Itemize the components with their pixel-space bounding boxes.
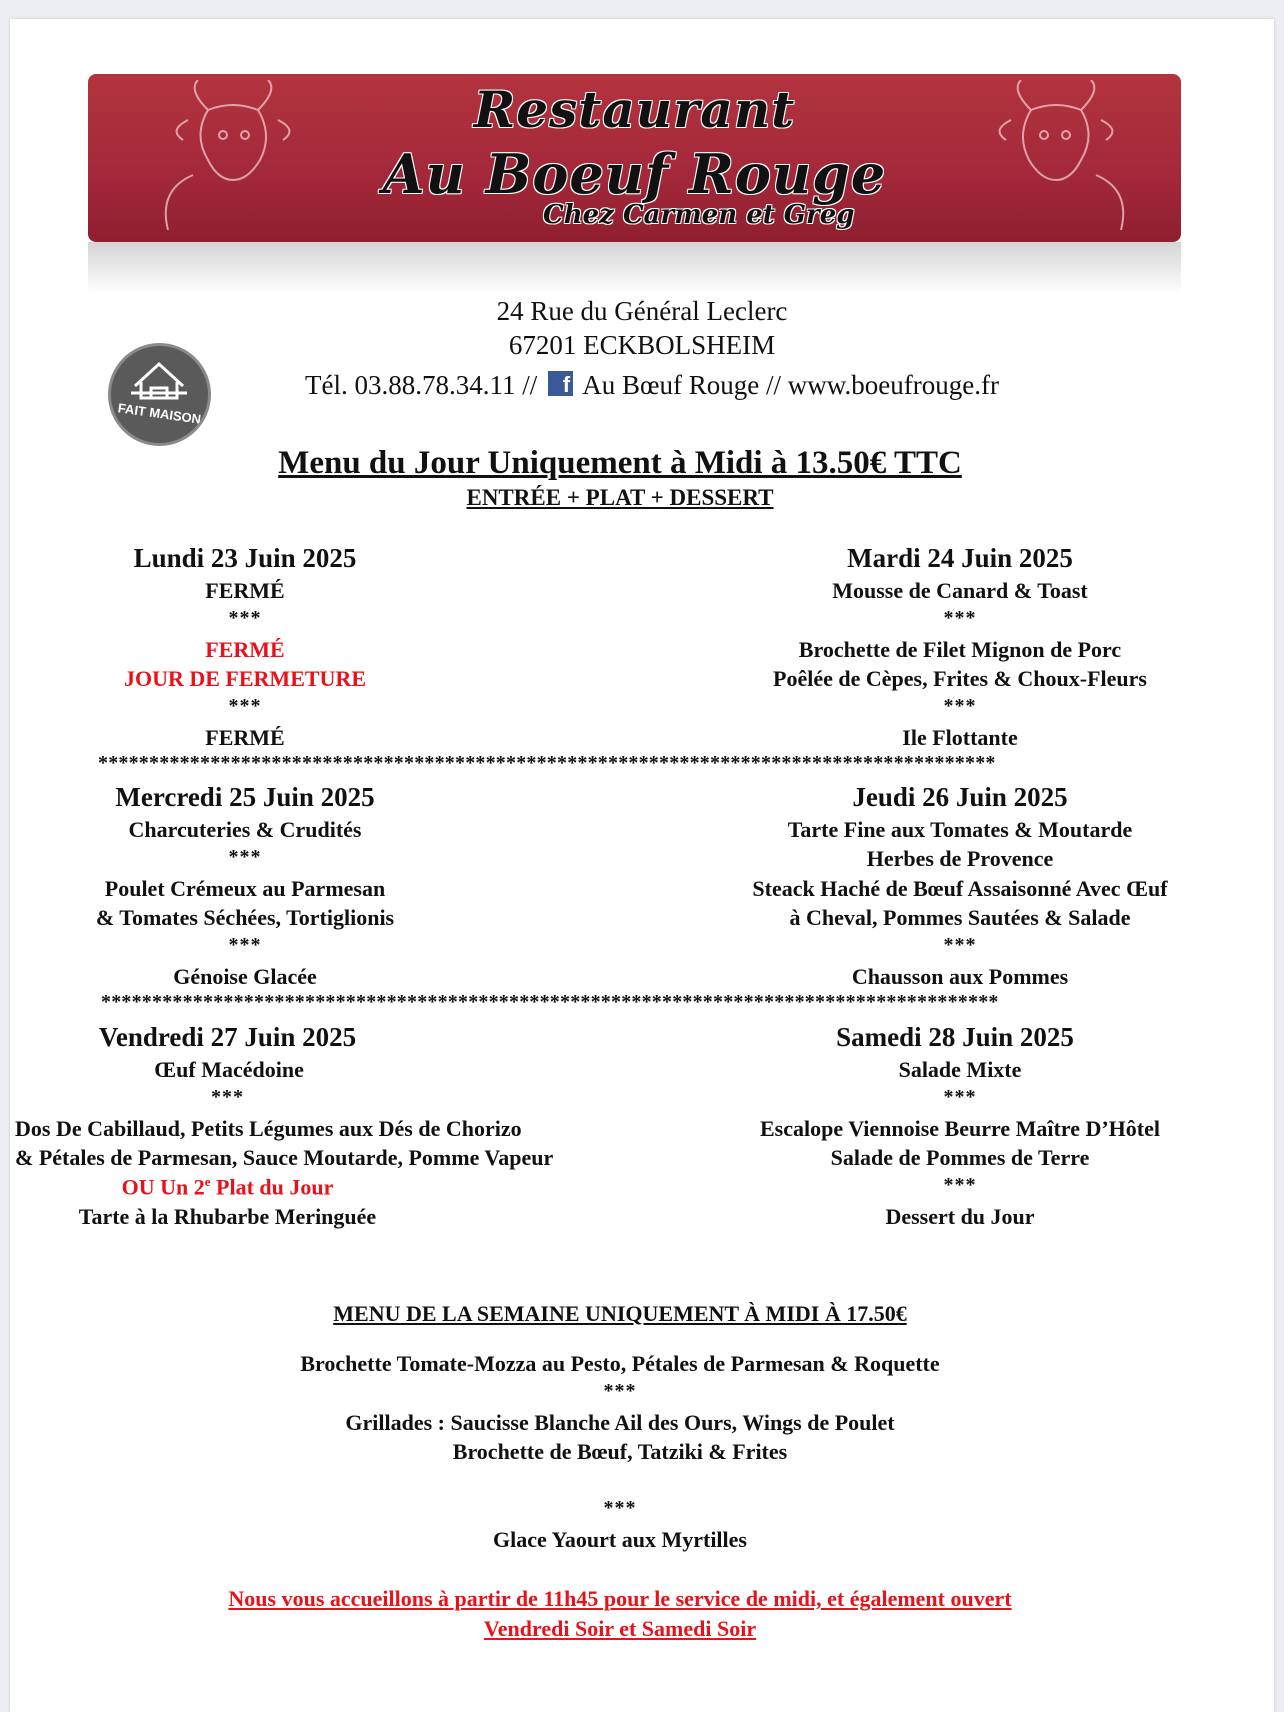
jeudi-entree-note: Herbes de Provence [866, 846, 1054, 871]
separator-stars: *** [211, 1086, 244, 1108]
separator-stars: *** [228, 934, 262, 956]
separator-stars: *** [943, 695, 977, 717]
jeudi-entree: Tarte Fine aux Tomates & Moutarde [787, 817, 1133, 842]
mardi-plat: Brochette de Filet Mignon de Porc [798, 637, 1122, 662]
mercredi-plat: Poulet Crémeux au Parmesan [104, 876, 386, 901]
jeudi-plat-side: à Cheval, Pommes Sautées & Salade [789, 905, 1131, 930]
separator-stars: *** [603, 1380, 637, 1402]
mercredi-plat-side: & Tomates Séchées, Tortiglionis [95, 905, 395, 930]
separator-stars: *** [943, 934, 977, 956]
separator-stars: *** [603, 1497, 637, 1519]
menu-du-jour-subtitle: ENTRÉE + PLAT + DESSERT [466, 485, 774, 510]
separator-stars: *** [228, 846, 262, 868]
section-divider: **************************************************************************************** [98, 752, 996, 774]
facebook-link[interactable]: Au Bœuf Rouge // www.boeufrouge.fr [582, 370, 999, 400]
day-title-jeudi: Jeudi 26 Juin 2025 [852, 782, 1068, 812]
separator-stars: *** [228, 607, 262, 629]
banner-subtitle: Chez Carmen et Greg [543, 200, 855, 230]
vendredi-plat: Dos De Cabillaud, Petits Légumes aux Dés de Chorizo [15, 1116, 522, 1141]
opening-notice: Nous vous accueillons à partir de 11h45 pour le service de midi, et également ouvert [228, 1586, 1012, 1611]
vendredi-entree: Œuf Macédoine [154, 1057, 304, 1082]
lundi-plat-note: JOUR DE FERMETURE [123, 666, 366, 691]
lundi-plat: FERMÉ [205, 637, 285, 662]
fait-maison-badge [108, 343, 211, 446]
restaurant-banner [88, 74, 1181, 242]
samedi-dessert: Dessert du Jour [885, 1204, 1035, 1229]
separator-stars: *** [943, 1086, 977, 1108]
mercredi-entree: Charcuteries & Crudités [128, 817, 362, 842]
house-icon [111, 346, 208, 406]
badge-label: FAIT MAISON [116, 400, 203, 427]
menu-du-jour-title: Menu du Jour Uniquement à Midi à 13.50€ TTC [278, 445, 962, 481]
banner-title: Restaurant [473, 80, 796, 139]
mercredi-dessert: Génoise Glacée [173, 964, 317, 989]
address-city: 67201 ECKBOLSHEIM [508, 330, 776, 360]
day-title-vendredi: Vendredi 27 Juin 2025 [98, 1022, 357, 1052]
day-title-mardi: Mardi 24 Juin 2025 [847, 543, 1073, 573]
vendredi-dessert: Tarte à la Rhubarbe Meringuée [78, 1204, 377, 1229]
day-title-mercredi: Mercredi 25 Juin 2025 [115, 782, 375, 812]
separator-stars: *** [943, 607, 977, 629]
separator-stars: *** [943, 1174, 977, 1196]
section-divider: **************************************************************************************** [101, 991, 999, 1013]
phone-number: Tél. 03.88.78.34.11 // [305, 370, 538, 400]
lundi-dessert: FERMÉ [205, 725, 285, 750]
jeudi-plat: Steack Haché de Bœuf Assaisonné Avec Œuf [752, 876, 1168, 901]
opening-notice-days: Vendredi Soir et Samedi Soir [483, 1616, 757, 1641]
mardi-dessert: Ile Flottante [902, 725, 1018, 750]
vendredi-plat-side: & Pétales de Parmesan, Sauce Moutarde, Pomme Vapeur [15, 1145, 554, 1170]
samedi-plat-side: Salade de Pommes de Terre [830, 1145, 1090, 1170]
mardi-plat-side: Poêlée de Cèpes, Frites & Choux-Fleurs [773, 666, 1147, 691]
mardi-entree: Mousse de Canard & Toast [832, 578, 1088, 603]
banner-reflection [88, 242, 1181, 294]
jeudi-dessert: Chausson aux Pommes [851, 964, 1069, 989]
samedi-entree: Salade Mixte [898, 1057, 1022, 1082]
menu-semaine-title: MENU DE LA SEMAINE UNIQUEMENT À MIDI À 17.50€ [333, 1301, 907, 1326]
semaine-plat: Grillades : Saucisse Blanche Ail des Ours, Wings de Poulet [345, 1410, 895, 1435]
banner-name: Au Boeuf Rouge [382, 142, 887, 206]
separator-stars: *** [228, 695, 262, 717]
semaine-dessert: Glace Yaourt aux Myrtilles [493, 1527, 747, 1552]
semaine-plat-side: Brochette de Bœuf, Tatziki & Frites [452, 1439, 788, 1464]
vendredi-alternative: OU Un 2e Plat du Jour [121, 1174, 334, 1200]
samedi-plat: Escalope Viennoise Beurre Maître D’Hôtel [759, 1116, 1160, 1141]
day-title-samedi: Samedi 28 Juin 2025 [836, 1022, 1074, 1052]
semaine-entree: Brochette Tomate-Mozza au Pesto, Pétales de Parmesan & Roquette [300, 1351, 940, 1376]
day-title-lundi: Lundi 23 Juin 2025 [133, 543, 357, 573]
lundi-entree: FERMÉ [205, 578, 285, 603]
facebook-icon[interactable]: f [548, 371, 573, 396]
address-street: 24 Rue du Général Leclerc [496, 296, 788, 326]
